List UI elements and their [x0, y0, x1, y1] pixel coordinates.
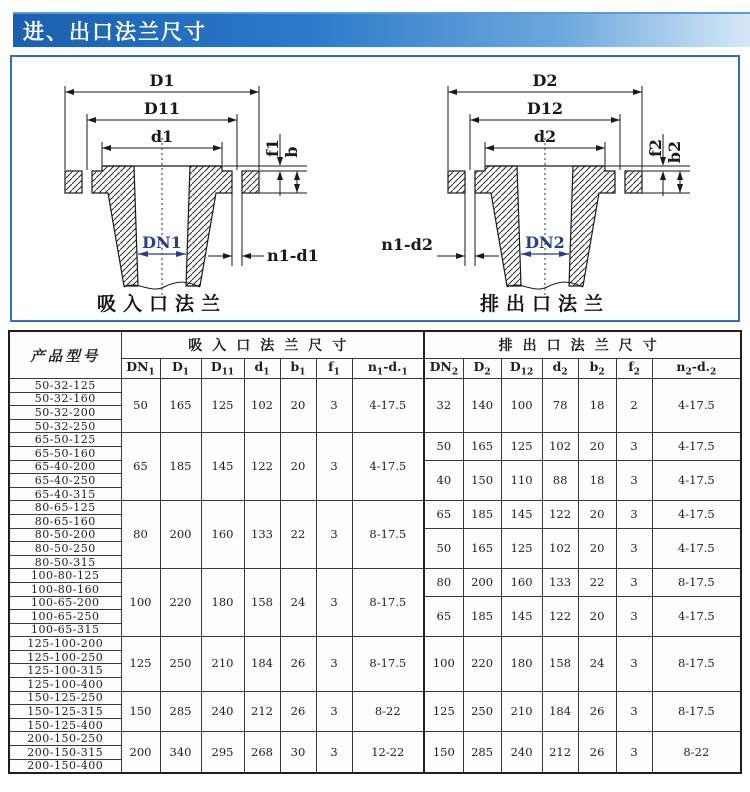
col-header-d12: $D_{12}$ [501, 359, 542, 379]
model-cell: 125-100-400 [9, 678, 121, 692]
discharge-dim-cell: 50 [424, 528, 463, 569]
discharge-dim-cell: 122 [542, 596, 578, 637]
model-cell: 100-65-315 [9, 623, 121, 637]
model-cell: 80-50-250 [9, 542, 121, 556]
table-row [9, 379, 741, 393]
discharge-dim-cell: 140 [463, 379, 501, 433]
discharge-dim-cell: 102 [542, 433, 578, 460]
discharge-dim-cell: 165 [463, 528, 501, 569]
model-cell: 80-65-125 [9, 501, 121, 515]
discharge-dim-cell: 78 [542, 379, 578, 433]
suction-caption: 吸入口法兰 [96, 293, 228, 315]
suction-dim-cell: 268 [244, 732, 280, 773]
discharge-dim-cell: 122 [542, 501, 578, 528]
discharge-dim-cell: 184 [542, 691, 578, 732]
discharge-dim-cell: 133 [542, 569, 578, 596]
discharge-dim-cell: 4-17.5 [652, 433, 741, 460]
suction-dim-cell: 122 [244, 433, 280, 501]
thickness-label: b [282, 146, 301, 158]
suction-group-header: 吸入口法兰尺寸 [121, 331, 424, 359]
table-row [9, 637, 741, 651]
suction-dim-cell: 3 [316, 732, 352, 773]
discharge-dim-cell: 3 [616, 596, 652, 637]
bolt-holes-label: n1-d1 [267, 246, 319, 265]
model-cell: 150-125-315 [9, 705, 121, 719]
discharge-dim-cell: 150 [424, 732, 463, 773]
discharge-dim-cell: 50 [424, 433, 463, 460]
model-cell: 100-65-200 [9, 596, 121, 610]
discharge-dim-cell: 4-17.5 [652, 501, 741, 528]
face-diameter-label: d2 [533, 127, 557, 146]
suction-dim-cell: 184 [244, 637, 280, 691]
suction-dim-cell: 250 [160, 637, 201, 691]
suction-dim-cell: 80 [121, 501, 160, 569]
discharge-dim-cell: 3 [616, 460, 652, 501]
col-header-dn1: $DN_1$ [121, 359, 160, 379]
table-row [9, 433, 741, 447]
suction-dim-cell: 220 [160, 569, 201, 637]
suction-dim-cell: 133 [244, 501, 280, 569]
model-cell: 150-125-250 [9, 691, 121, 705]
outer-diameter-label: D2 [532, 71, 558, 90]
discharge-dim-cell: 20 [578, 501, 616, 528]
discharge-dim-cell: 100 [424, 637, 463, 691]
title-banner [13, 12, 750, 47]
model-cell: 50-32-160 [9, 392, 121, 406]
suction-dim-cell: 8-22 [352, 691, 424, 732]
suction-dim-cell: 102 [244, 379, 280, 433]
suction-flange-diagram [12, 57, 375, 320]
flange-diagrams-panel [10, 55, 740, 322]
discharge-dim-cell: 185 [463, 501, 501, 528]
discharge-dim-cell: 3 [616, 732, 652, 773]
col-header-b2: $b_2$ [578, 359, 616, 379]
model-cell: 50-32-125 [9, 379, 121, 393]
discharge-flange-diagram [375, 57, 738, 320]
table-header-row-groups [9, 331, 741, 359]
discharge-dim-cell: 8-17.5 [652, 691, 741, 732]
col-header-f1: $f_1$ [316, 359, 352, 379]
suction-dim-cell: 295 [201, 732, 244, 773]
discharge-dim-cell: 20 [578, 433, 616, 460]
suction-dim-cell: 3 [316, 637, 352, 691]
suction-dim-cell: 26 [280, 691, 316, 732]
model-cell: 80-50-315 [9, 555, 121, 569]
model-cell: 200-150-400 [9, 759, 121, 773]
suction-dim-cell: 3 [316, 691, 352, 732]
discharge-dim-cell: 102 [542, 528, 578, 569]
model-cell: 200-150-315 [9, 746, 121, 760]
discharge-dim-cell: 3 [616, 569, 652, 596]
suction-dim-cell: 26 [280, 637, 316, 691]
discharge-dim-cell: 4-17.5 [652, 528, 741, 569]
discharge-dim-cell: 20 [578, 528, 616, 569]
discharge-dim-cell: 150 [463, 460, 501, 501]
suction-dim-cell: 285 [160, 691, 201, 732]
model-cell: 65-40-200 [9, 460, 121, 474]
discharge-dim-cell: 125 [501, 433, 542, 460]
suction-dim-cell: 200 [121, 732, 160, 773]
suction-dim-cell: 145 [201, 433, 244, 501]
col-header-b1: $b_1$ [280, 359, 316, 379]
bolt-holes-label: n1-d2 [381, 235, 433, 254]
discharge-dim-cell: 18 [578, 379, 616, 433]
suction-dim-cell: 24 [280, 569, 316, 637]
suction-dim-cell: 100 [121, 569, 160, 637]
discharge-dim-cell: 185 [463, 596, 501, 637]
suction-dim-cell: 8-17.5 [352, 637, 424, 691]
thickness-label: b2 [665, 140, 684, 164]
suction-dim-cell: 4-17.5 [352, 433, 424, 501]
col-header-d1-small: $d_1$ [244, 359, 280, 379]
discharge-dim-cell: 65 [424, 596, 463, 637]
suction-dim-cell: 12-22 [352, 732, 424, 773]
discharge-dim-cell: 4-17.5 [652, 460, 741, 501]
table-row [9, 691, 741, 705]
model-cell: 80-50-200 [9, 528, 121, 542]
discharge-dim-cell: 145 [501, 596, 542, 637]
model-cell: 100-80-125 [9, 569, 121, 583]
col-header-d2-small: $d_2$ [542, 359, 578, 379]
discharge-dim-cell: 20 [578, 596, 616, 637]
discharge-dim-cell: 110 [501, 460, 542, 501]
col-header-n1d1: $n_1-d._1$ [352, 359, 424, 379]
col-header-dn2: $DN_2$ [424, 359, 463, 379]
discharge-dim-cell: 158 [542, 637, 578, 691]
discharge-dim-cell: 3 [616, 528, 652, 569]
discharge-dim-cell: 3 [616, 691, 652, 732]
discharge-dim-cell: 4-17.5 [652, 379, 741, 433]
col-header-f2: $f_2$ [616, 359, 652, 379]
suction-dim-cell: 3 [316, 433, 352, 501]
discharge-dim-cell: 180 [501, 637, 542, 691]
model-column-header: 产品型号 [9, 331, 121, 379]
suction-dim-cell: 3 [316, 379, 352, 433]
discharge-dim-cell: 26 [578, 691, 616, 732]
discharge-dim-cell: 210 [501, 691, 542, 732]
discharge-dim-cell: 22 [578, 569, 616, 596]
discharge-caption: 排出口法兰 [479, 293, 611, 315]
table-row [9, 732, 741, 746]
discharge-dim-cell: 160 [501, 569, 542, 596]
suction-dim-cell: 160 [201, 501, 244, 569]
discharge-dim-cell: 8-17.5 [652, 637, 741, 691]
suction-dim-cell: 210 [201, 637, 244, 691]
table-row [9, 501, 741, 515]
model-cell: 125-100-200 [9, 637, 121, 651]
model-cell: 200-150-250 [9, 732, 121, 746]
discharge-dim-cell: 32 [424, 379, 463, 433]
suction-dim-cell: 50 [121, 379, 160, 433]
suction-dim-cell: 125 [121, 637, 160, 691]
discharge-dim-cell: 80 [424, 569, 463, 596]
suction-dim-cell: 240 [201, 691, 244, 732]
suction-dim-cell: 22 [280, 501, 316, 569]
discharge-dim-cell: 220 [463, 637, 501, 691]
discharge-dim-cell: 240 [501, 732, 542, 773]
discharge-dim-cell: 3 [616, 501, 652, 528]
bore-label: DN2 [525, 233, 565, 252]
model-cell: 65-50-125 [9, 433, 121, 447]
discharge-dim-cell: 212 [542, 732, 578, 773]
face-height-label: f2 [646, 138, 665, 158]
col-header-d11: $D_{11}$ [201, 359, 244, 379]
model-cell: 50-32-200 [9, 406, 121, 420]
discharge-dim-cell: 125 [501, 528, 542, 569]
discharge-dim-cell: 3 [616, 433, 652, 460]
discharge-dim-cell: 125 [424, 691, 463, 732]
model-cell: 50-32-250 [9, 419, 121, 433]
suction-dim-cell: 125 [201, 379, 244, 433]
col-header-d1: $D_1$ [160, 359, 201, 379]
suction-dim-cell: 200 [160, 501, 201, 569]
model-cell: 65-50-160 [9, 446, 121, 460]
col-header-d2: $D_2$ [463, 359, 501, 379]
suction-dim-cell: 165 [160, 379, 201, 433]
suction-dim-cell: 8-17.5 [352, 569, 424, 637]
table-row [9, 569, 741, 583]
suction-dim-cell: 185 [160, 433, 201, 501]
bore-label: DN1 [142, 233, 182, 252]
discharge-dim-cell: 24 [578, 637, 616, 691]
table-header [9, 331, 741, 379]
suction-dim-cell: 30 [280, 732, 316, 773]
model-cell: 100-80-160 [9, 582, 121, 596]
suction-dim-cell: 3 [316, 569, 352, 637]
suction-dim-cell: 3 [316, 501, 352, 569]
suction-dim-cell: 8-17.5 [352, 501, 424, 569]
discharge-dim-cell: 3 [616, 637, 652, 691]
discharge-dim-cell: 285 [463, 732, 501, 773]
discharge-dim-cell: 18 [578, 460, 616, 501]
face-height-label: f1 [263, 138, 282, 158]
bolt-circle-label: D11 [143, 99, 181, 118]
col-header-n2d2: $n_2-d._2$ [652, 359, 741, 379]
discharge-dim-cell: 200 [463, 569, 501, 596]
model-cell: 125-100-315 [9, 664, 121, 678]
discharge-group-header: 排出口法兰尺寸 [424, 331, 741, 359]
suction-dim-cell: 4-17.5 [352, 379, 424, 433]
flange-dimensions-table [8, 330, 742, 774]
discharge-dim-cell: 2 [616, 379, 652, 433]
model-cell: 100-65-250 [9, 610, 121, 624]
model-cell: 65-40-250 [9, 474, 121, 488]
discharge-dim-cell: 8-22 [652, 732, 741, 773]
discharge-dim-cell: 40 [424, 460, 463, 501]
discharge-dim-cell: 145 [501, 501, 542, 528]
discharge-dim-cell: 88 [542, 460, 578, 501]
discharge-dim-cell: 250 [463, 691, 501, 732]
outer-diameter-label: D1 [149, 71, 175, 90]
discharge-dim-cell: 4-17.5 [652, 596, 741, 637]
suction-dim-cell: 340 [160, 732, 201, 773]
suction-dim-cell: 212 [244, 691, 280, 732]
discharge-dim-cell: 8-17.5 [652, 569, 741, 596]
discharge-dim-cell: 165 [463, 433, 501, 460]
suction-dim-cell: 158 [244, 569, 280, 637]
suction-dim-cell: 20 [280, 379, 316, 433]
suction-dim-cell: 180 [201, 569, 244, 637]
discharge-dim-cell: 100 [501, 379, 542, 433]
face-diameter-label: d1 [150, 127, 174, 146]
model-cell: 150-125-400 [9, 718, 121, 732]
page-title: 进、出口法兰尺寸 [23, 20, 207, 44]
flange-table-body [9, 379, 741, 774]
model-cell: 80-65-160 [9, 514, 121, 528]
suction-dim-cell: 65 [121, 433, 160, 501]
discharge-dim-cell: 65 [424, 501, 463, 528]
suction-dim-cell: 150 [121, 691, 160, 732]
model-cell: 65-40-315 [9, 487, 121, 501]
suction-dim-cell: 20 [280, 433, 316, 501]
bolt-circle-label: D12 [526, 99, 564, 118]
discharge-dim-cell: 26 [578, 732, 616, 773]
model-cell: 125-100-250 [9, 650, 121, 664]
